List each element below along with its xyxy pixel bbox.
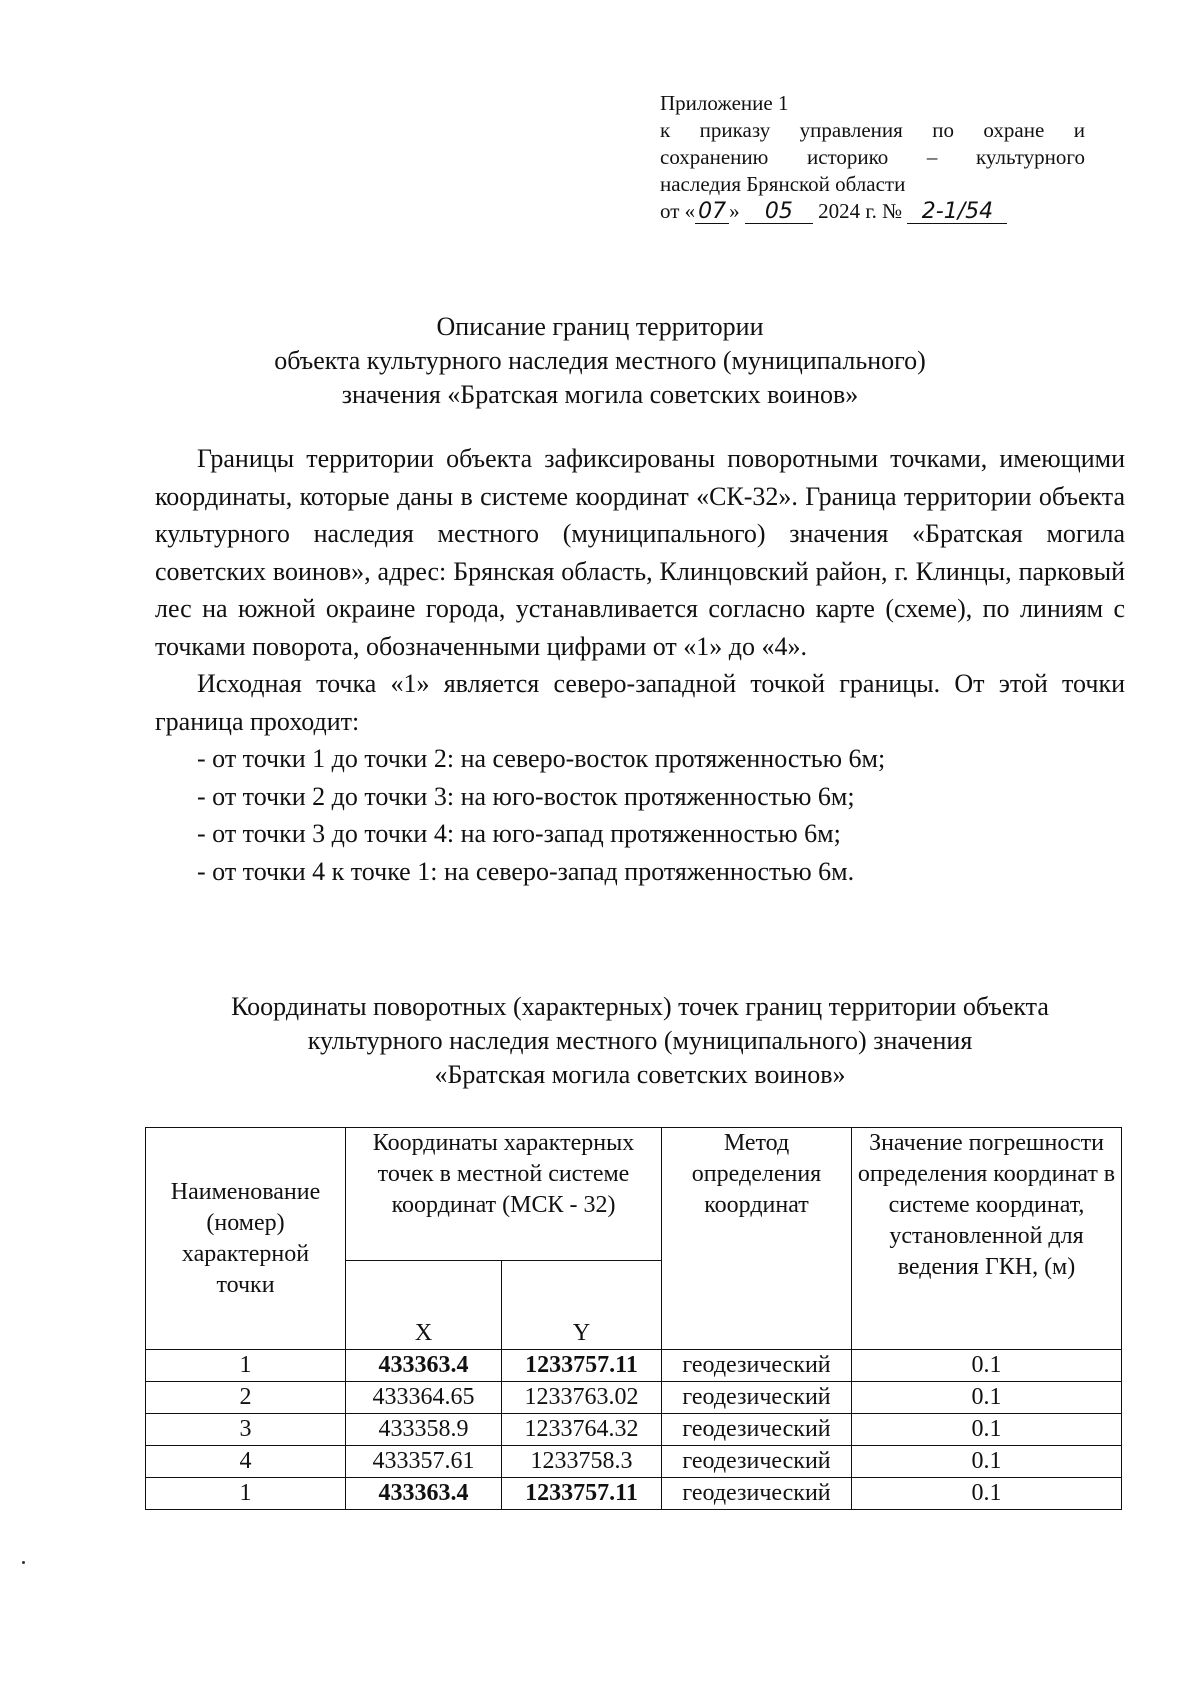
cell-y: 1233758.3 [502, 1446, 662, 1478]
cell-point: 2 [146, 1382, 346, 1414]
year-text: 2024 г. № [818, 199, 903, 223]
appendix-line: наследия Брянской области [660, 172, 906, 196]
day-handwritten: 07 [695, 201, 729, 224]
date-prefix: от « [660, 199, 696, 223]
title-line: объекта культурного наследия местного (муниципального) [274, 346, 926, 375]
appendix-line: к приказу управления по охране и [660, 118, 1085, 142]
month-handwritten: 05 [745, 201, 813, 224]
cell-point: 1 [146, 1478, 346, 1510]
cell-point: 4 [146, 1446, 346, 1478]
cell-x: 433364.65 [346, 1382, 502, 1414]
appendix-title: Приложение 1 [660, 91, 789, 115]
table-title [150, 990, 1130, 1092]
boundary-item: - от точки 3 до точки 4: на юго-запад протяженностью 6м; [197, 819, 841, 848]
header-error: Значение погрешности определения координат в системе координат, установленной для ведения ГКН, (м) [852, 1128, 1122, 1350]
header-y: Y [502, 1261, 662, 1350]
cell-method: геодезический [662, 1350, 852, 1382]
header-coordinates: Координаты характерных точек в местной системе координат (МСК - 32) [346, 1128, 662, 1261]
cell-method: геодезический [662, 1414, 852, 1446]
table-title-line: «Братская могила советских воинов» [434, 1060, 846, 1089]
title-line: значения «Братская могила советских воинов» [341, 380, 859, 409]
body-paragraph: Исходная точка «1» является северо-западной точкой границы. От этой точки граница проходит: [155, 669, 1125, 736]
appendix-line: сохранению историко – культурного [660, 145, 1085, 169]
header-method: Метод определения координат [662, 1128, 852, 1350]
table-header-row [146, 1128, 1122, 1261]
cell-x: 433358.9 [346, 1414, 502, 1446]
date-mid: » [729, 199, 740, 223]
appendix-header [660, 90, 1085, 225]
title-line: Описание границ территории [436, 312, 764, 341]
body-paragraph: Границы территории объекта зафиксированы поворотными точками, имеющими координаты, которые даны в системе координат «СК-32». Граница территории объекта культурного наследия местного (муниципального) значения «Братская могила советских воинов», адрес: Брянская область, Клинцовский район, г. Клинцы, парковый лес на южной окраине города, устанавливается согласно карте (схеме), по линиям с точками поворота, обозначенными цифрами от «1» до «4». [155, 444, 1125, 661]
table-row [146, 1478, 1122, 1510]
cell-point: 1 [146, 1350, 346, 1382]
document-title [150, 310, 1050, 412]
cell-x: 433357.61 [346, 1446, 502, 1478]
order-number-handwritten: 2-1/54 [907, 201, 1007, 224]
table-row [146, 1350, 1122, 1382]
cell-method: геодезический [662, 1382, 852, 1414]
cell-x: 433363.4 [346, 1478, 502, 1510]
cell-y: 1233763.02 [502, 1382, 662, 1414]
table-title-line: Координаты поворотных (характерных) точек границ территории объекта [231, 992, 1049, 1021]
cell-y: 1233757.11 [502, 1350, 662, 1382]
cell-point: 3 [146, 1414, 346, 1446]
cell-error: 0.1 [852, 1382, 1122, 1414]
cell-error: 0.1 [852, 1350, 1122, 1382]
header-x: X [346, 1261, 502, 1350]
appendix-date-line [660, 198, 1085, 225]
boundary-item: - от точки 2 до точки 3: на юго-восток протяженностью 6м; [197, 781, 855, 811]
header-point-name: Наименование (номер) характерной точки [146, 1128, 346, 1350]
table-title-line: культурного наследия местного (муниципального) значения [307, 1026, 973, 1055]
table-row [146, 1414, 1122, 1446]
cell-error: 0.1 [852, 1478, 1122, 1510]
boundary-item: - от точки 4 к точке 1: на северо-запад протяженностью 6м. [197, 856, 855, 886]
cell-error: 0.1 [852, 1446, 1122, 1478]
cell-method: геодезический [662, 1478, 852, 1510]
cell-x: 433363.4 [346, 1350, 502, 1382]
cell-error: 0.1 [852, 1414, 1122, 1446]
coordinates-table [145, 1127, 1122, 1510]
table-row [146, 1382, 1122, 1414]
table-row [146, 1446, 1122, 1478]
scan-speck [22, 1561, 25, 1564]
cell-y: 1233757.11 [502, 1478, 662, 1510]
cell-method: геодезический [662, 1446, 852, 1478]
document-body [155, 440, 1125, 890]
boundary-item: - от точки 1 до точки 2: на северо-восток протяженностью 6м; [197, 744, 886, 773]
cell-y: 1233764.32 [502, 1414, 662, 1446]
